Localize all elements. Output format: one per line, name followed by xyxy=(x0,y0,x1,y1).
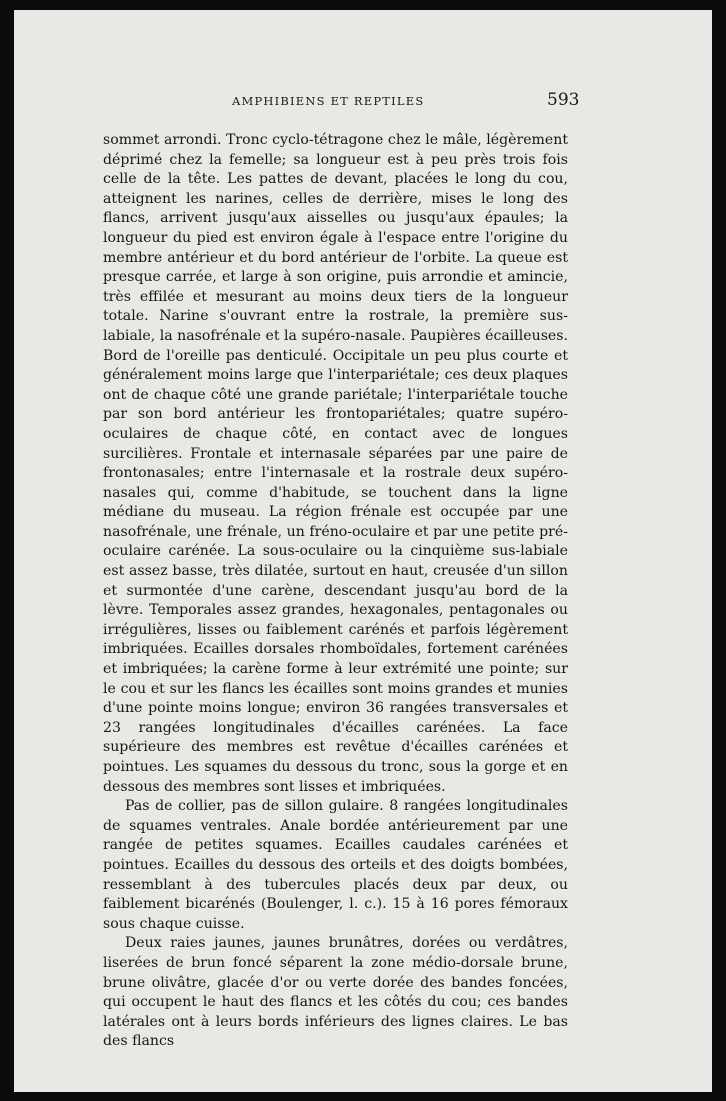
running-title: AMPHIBIENS ET REPTILES xyxy=(232,94,425,108)
paragraph-continuation: sommet arrondi. Tronc cyclo-tétragone chez le mâle, légèrement déprimé chez la femelle; sa longueur est à peu près trois fois celle de la tête. Les pattes de devant, placées le long du cou, atteignent les narines, celles de derrière, mises le long des flancs, arrivent jusqu'aux aisselles ou jusqu'aux épaules; la longueur du pied est environ égale à l'espace entre l'origine du membre antérieur et du bord antérieur de l'orbite. La queue est presque carrée, et large à son origine, puis arrondie et amincie, très effilée et mesurant au moins deux tiers de la longueur totale. Narine s'ouvrant entre la rostrale, la première sus-labiale, la nasofrénale et la supéro-nasale. Paupières écailleuses. Bord de l'oreille pas denticulé. Occipitale un peu plus courte et généralement moins large que l'interpariétale; ces deux plaques ont de chaque côté une grande pariétale; l'interpariétale touche par son bord antérieur les frontopariétales; quatre supéro-oculaires de chaque côté, en contact avec de longues surcilières. Frontale et internasale séparées par une paire de frontonasales; entre l'internasale et la rostrale deux supéro-nasales qui, comme d'habitude, se touchent dans la ligne médiane du museau. La région frénale est occupée par une nasofrénale, une frénale, un fréno-oculaire et par une petite pré-oculaire carénée. La sous-oculaire ou la cinquième sus-labiale est assez basse, très dilatée, surtout en haut, creusée d'un sillon et surmontée d'une carène, descendant jusqu'au bord de la lèvre. Temporales assez grandes, hexagonales, pentagonales ou irrégulières, lisses ou faiblement carénés et parfois légèrement imbriquées. Ecailles dorsales rhomboïdales, fortement carénées et imbriquées; la carène forme à leur extrémité une pointe; sur le cou et sur les flancs les écailles sont moins grandes et munies d'une pointe moins longue; environ 36 rangées transversales et 23 rangées longitudinales d'écailles carénées. La face supérieure des membres est revêtue d'écailles carénées et pointues. Les squames du dessous du tronc, sous la gorge et en dessous des membres sont lisses et imbriquées. xyxy=(103,132,568,795)
page-header xyxy=(14,90,712,114)
page-number: 593 xyxy=(547,90,580,110)
paragraph: Deux raies jaunes, jaunes brunâtres, dorées ou verdâtres, liserées de brun foncé séparent la zone médio-dorsale brune, brune olivâtre, glacée d'or ou verte dorée des bandes foncées, qui occupent le haut des flancs et les côtés du cou; ces bandes latérales ont à leurs bords inférieurs des lignes claires. Le bas des flancs xyxy=(103,935,568,1050)
paragraph: Pas de collier, pas de sillon gulaire. 8 rangées longitudinales de squames ventrales. Anale bordée antérieurement par une rangée de petites squames. Ecailles caudales carénées et pointues. Ecailles du dessous des orteils et des doigts bombées, ressemblant à des tubercules placés deux par deux, ou faiblement bicarénés (Boulenger, l. c.). 15 à 16 pores fémoraux sous chaque cuisse. xyxy=(103,798,568,932)
book-page xyxy=(14,10,712,1092)
body-text xyxy=(103,131,568,1052)
